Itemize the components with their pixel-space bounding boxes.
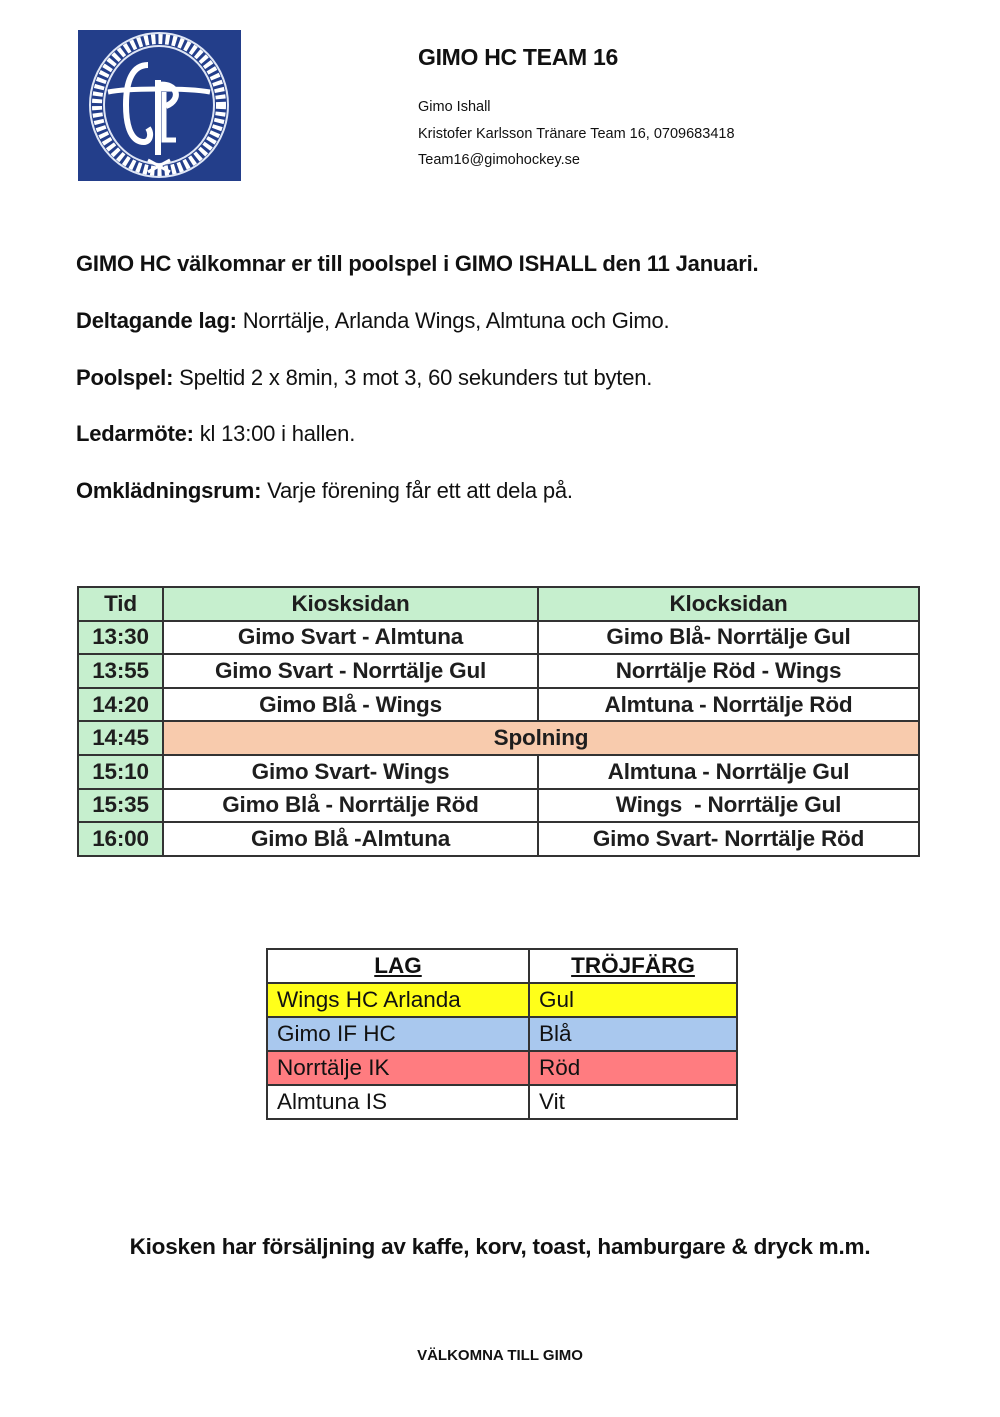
time-cell: 15:35 [78,789,163,823]
schedule-row-spolning [78,721,919,755]
club-emblem-icon [78,30,241,181]
kiosk-note: Kiosken har försäljning av kaffe, korv, toast, hamburgare & dryck m.m. [129,1234,871,1259]
info-participants [76,308,669,334]
spolning-cell: Spolning [163,721,919,755]
email-link[interactable]: Team16@gimohockey.se [418,152,580,168]
schedule-table [77,586,920,857]
info-text: Speltid 2 x 8min, 3 mot 3, 60 sekunders tut byten. [173,365,653,390]
intro-heading: GIMO HC välkomnar er till poolspel i GIMO ISHALL den 11 Januari. [76,251,759,276]
team-colors-table [266,948,738,1120]
kiosk-match: Gimo Svart- Wings [163,755,538,789]
team-row [267,1085,737,1119]
info-label: Deltagande lag: [76,308,237,333]
klock-match: Norrtälje Röd - Wings [538,654,919,688]
team-title: GIMO HC TEAM 16 [418,44,618,70]
time-cell: 15:10 [78,755,163,789]
team-jersey-color: Röd [529,1051,737,1085]
schedule-row [78,688,919,722]
team-jersey-color: Gul [529,983,737,1017]
info-omkladningsrum [76,478,573,504]
schedule-row [78,654,919,688]
kiosk-match: Gimo Svart - Norrtälje Gul [163,654,538,688]
info-text: Norrtälje, Arlanda Wings, Almtuna och Gimo. [236,308,670,333]
venue: Gimo Ishall [418,99,491,115]
team-row [267,1017,737,1051]
time-cell: 13:30 [78,621,163,655]
team-row [267,983,737,1017]
team-name: Wings HC Arlanda [267,983,529,1017]
kiosk-match: Gimo Blå -Almtuna [163,822,538,856]
header-tid: Tid [78,587,163,621]
contact: Kristofer Karlsson Tränare Team 16, 0709683418 [418,126,735,142]
header-trojfarg: TRÖJFÄRG [529,949,737,983]
info-ledarmote [76,421,355,447]
klock-match: Gimo Svart- Norrtälje Röd [538,822,919,856]
schedule-header-row [78,587,919,621]
schedule-row [78,789,919,823]
header-kiosksidan: Kiosksidan [163,587,538,621]
team-name: Norrtälje IK [267,1051,529,1085]
info-text: Varje förening får ett att dela på. [261,478,573,503]
info-label: Ledarmöte: [76,421,194,446]
info-label: Omklädningsrum: [76,478,262,503]
time-cell: 16:00 [78,822,163,856]
team-name: Almtuna IS [267,1085,529,1119]
time-cell: 14:20 [78,688,163,722]
team-header-row [267,949,737,983]
schedule-row [78,621,919,655]
team-name: Gimo IF HC [267,1017,529,1051]
team-jersey-color: Blå [529,1017,737,1051]
schedule-row [78,822,919,856]
time-cell: 13:55 [78,654,163,688]
info-label: Poolspel: [76,365,174,390]
kiosk-match: Gimo Blå - Norrtälje Röd [163,789,538,823]
club-logo [78,30,241,181]
klock-match: Gimo Blå- Norrtälje Gul [538,621,919,655]
footer-welcome: VÄLKOMNA TILL GIMO [417,1347,583,1364]
header-klocksidan: Klocksidan [538,587,919,621]
team-row [267,1051,737,1085]
time-cell: 14:45 [78,721,163,755]
klock-match: Almtuna - Norrtälje Gul [538,755,919,789]
info-poolspel [76,365,652,391]
info-text: kl 13:00 i hallen. [193,421,356,446]
schedule-row [78,755,919,789]
klock-match: Almtuna - Norrtälje Röd [538,688,919,722]
header-lag: LAG [267,949,529,983]
team-jersey-color: Vit [529,1085,737,1119]
kiosk-match: Gimo Blå - Wings [163,688,538,722]
klock-match: Wings - Norrtälje Gul [538,789,919,823]
kiosk-match: Gimo Svart - Almtuna [163,621,538,655]
